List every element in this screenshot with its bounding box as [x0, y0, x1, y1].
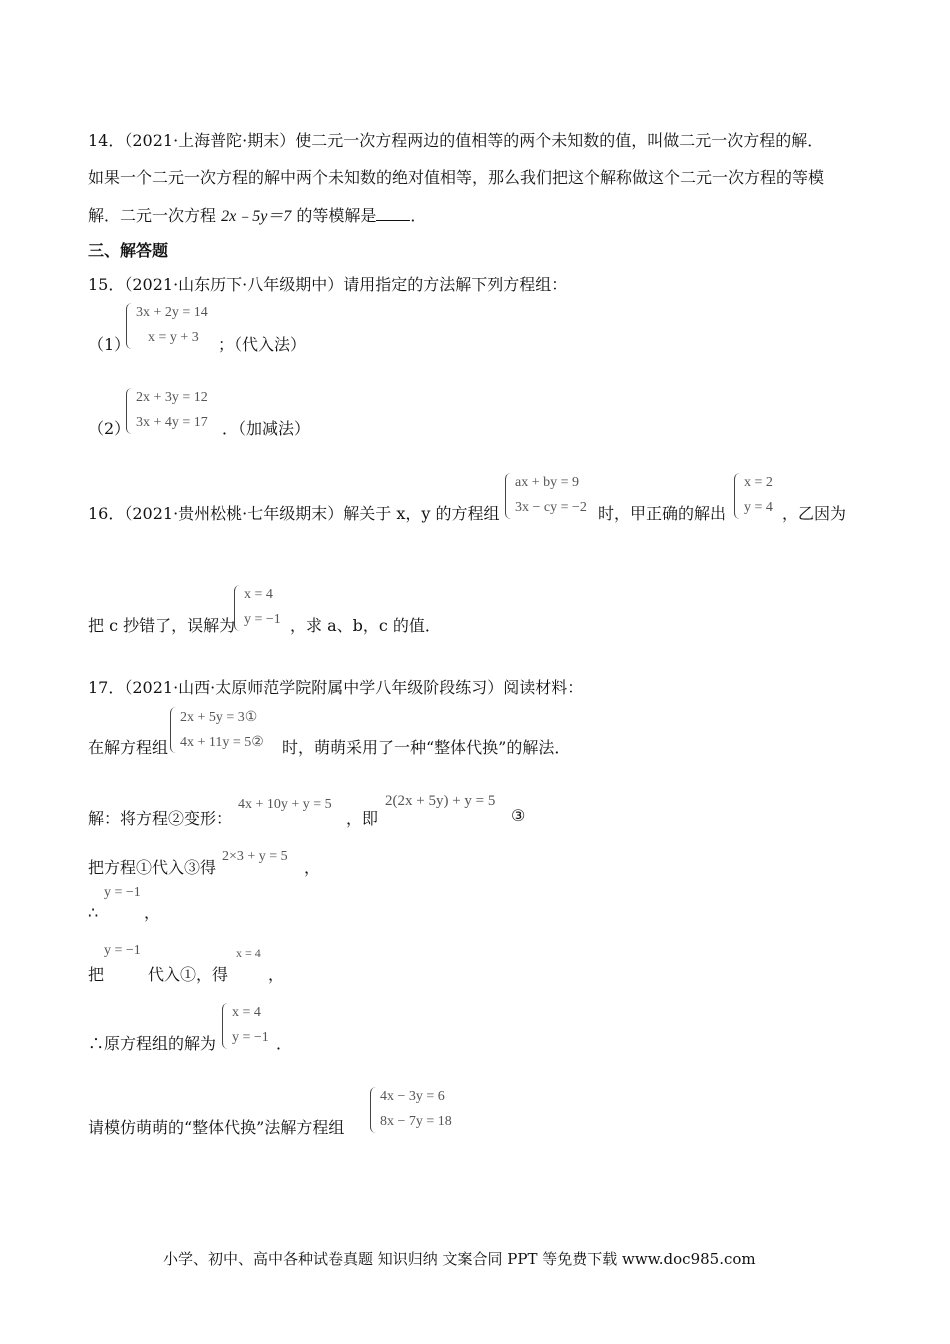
q17-final-system [222, 1003, 282, 1051]
q14-line3-text-c: ． [410, 206, 427, 225]
q14-line3-text-b: 的等模解是 [291, 206, 377, 225]
q17-sub-eq: 2×3 + y = 5 [222, 849, 288, 864]
q15-part1-method: ；（代入法） [218, 335, 307, 354]
q17-intro: 17．（2021·山西·太原师范学院附属中学八年级阶段练习）阅读材料： [88, 678, 584, 697]
system-brace [126, 303, 134, 349]
q14-line3 [88, 203, 426, 226]
section-heading: 三、解答题 [88, 241, 169, 260]
q15-part2-system [126, 388, 236, 436]
q16-text-d: 把 c 抄错了，误解为 [88, 616, 236, 635]
q16-text-b: 时，甲正确的解出 [598, 504, 727, 523]
q16-sys3-eq1: x = 4 [244, 587, 273, 602]
q17-sol-eq2: 2(2x + 5y) + y = 5 [385, 793, 496, 809]
q17-sys-eq1: 2x + 5y = 3① [180, 710, 258, 725]
system-brace [734, 473, 742, 519]
q15-part2-label: （2） [88, 419, 131, 438]
q16-system1 [505, 473, 605, 521]
q17-put-eq: y = −1 [104, 943, 141, 958]
q16-sys1-eq2: 3x − cy = −2 [515, 500, 587, 515]
q15-p1-eq1: 3x + 2y = 14 [136, 305, 208, 320]
q17-task-eq1: 4x − 3y = 6 [380, 1089, 445, 1104]
system-brace [505, 473, 513, 519]
q17-sub-a: 把方程①代入③得 [88, 858, 217, 877]
q15-part2-method: ．（加减法） [222, 419, 311, 438]
q15-intro: 15．（2021·山东历下·八年级期中）请用指定的方法解下列方程组： [88, 275, 568, 294]
system-brace [234, 585, 242, 631]
q17-read-b: 时，萌萌采用了一种“整体代换”的解法． [282, 738, 571, 757]
q16-text-c: ，乙因为 [782, 504, 847, 523]
system-brace [170, 707, 178, 753]
q17-sol-c: ③ [511, 806, 526, 825]
q15-p2-eq1: 2x + 3y = 12 [136, 390, 208, 405]
q17-comma-2: ， [268, 965, 285, 984]
q17-final-a: ∴原方程组的解为 [88, 1034, 217, 1053]
q17-sol-eq1: 4x + 10y + y = 5 [238, 797, 332, 812]
q17-put-b: 代入①，得 [148, 965, 229, 984]
q17-sol-b: ，即 [346, 809, 379, 828]
q16-sys2-eq2: y = 4 [744, 500, 773, 515]
q17-sol-a: 解：将方程②变形： [88, 809, 233, 828]
q16-sys1-eq1: ax + by = 9 [515, 475, 580, 490]
system-brace [126, 388, 134, 434]
q17-final-b: ． [276, 1034, 293, 1053]
system-brace [222, 1003, 230, 1049]
q17-sys-eq2: 4x + 11y = 5② [180, 735, 264, 750]
q14-line2: 如果一个二元一次方程的解中两个未知数的绝对值相等，那么我们把这个解称做这个二元一次方程的等模 [88, 168, 825, 187]
q17-task: 请模仿萌萌的“整体代换”法解方程组 [88, 1118, 345, 1137]
q17-y-value: y = −1 [104, 885, 141, 900]
q17-sub-b: ， [304, 858, 321, 877]
q17-task-eq2: 8x − 7y = 18 [380, 1114, 452, 1129]
system-brace [370, 1087, 378, 1133]
q17-final-eq2: y = −1 [232, 1030, 269, 1045]
q17-therefore-1: ∴ [88, 903, 99, 922]
q17-put-a: 把 [88, 965, 105, 984]
q14-line3-text-a: 解．二元一次方程 [88, 206, 222, 225]
q17-comma-1: ， [144, 903, 161, 922]
q15-p1-eq2: x = y + 3 [148, 330, 199, 345]
q16-sys2-eq1: x = 2 [744, 475, 773, 490]
q16-text-e: ，求 a、b，c 的值． [290, 616, 441, 635]
q16-text-a: 16．（2021·贵州松桃·七年级期末）解关于 x，y 的方程组 [88, 504, 500, 523]
page-footer: 小学、初中、高中各种试卷真题 知识归纳 文案合同 PPT 等免费下载 www.doc985.com [163, 1250, 756, 1268]
q15-p2-eq2: 3x + 4y = 17 [136, 415, 208, 430]
q14-equation: 2x﹣5y＝7 [221, 208, 292, 225]
q16-system3 [234, 585, 294, 633]
answer-blank [376, 206, 410, 221]
q17-read-a: 在解方程组 [88, 738, 169, 757]
q14-line1: 14．（2021·上海普陀·期末）使二元一次方程两边的值相等的两个未知数的值，叫做二元一次方程的解． [88, 131, 824, 150]
q17-x-value: x = 4 [236, 946, 261, 960]
q17-system [170, 707, 290, 755]
q15-part1-label: （1） [88, 335, 131, 354]
q17-task-system [370, 1087, 480, 1135]
q17-final-eq1: x = 4 [232, 1005, 261, 1020]
q16-sys3-eq2: y = −1 [244, 612, 281, 627]
